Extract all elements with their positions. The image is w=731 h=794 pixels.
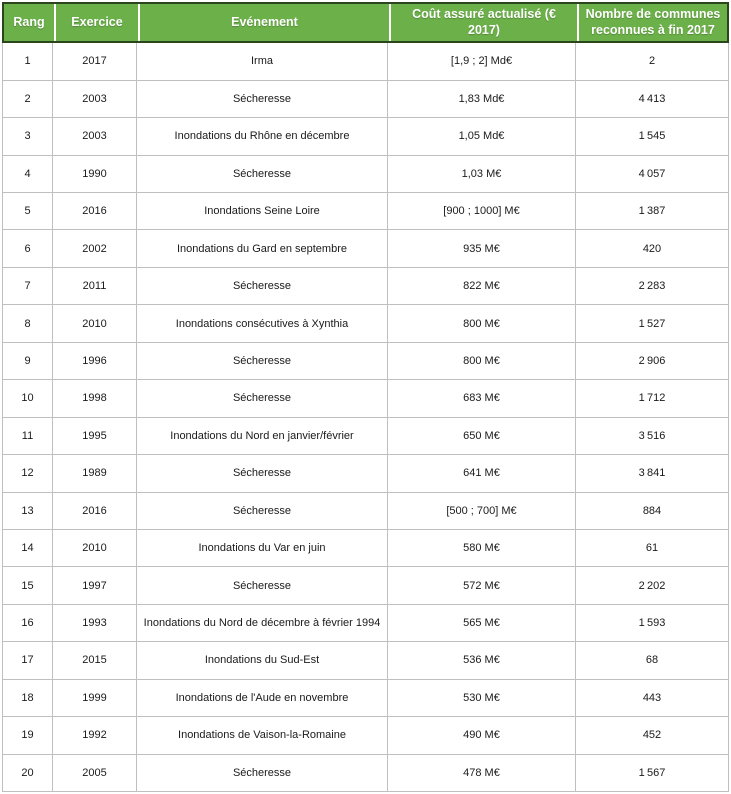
rank-cell: 14 xyxy=(3,530,53,567)
event-cell: Inondations de Vaison-la-Romaine xyxy=(137,717,388,754)
cost-cell: 1,03 M€ xyxy=(388,156,576,193)
column-header-rang: Rang xyxy=(13,14,45,29)
event-cell: Sécheresse xyxy=(137,493,388,530)
cost-cell: 1,83 Md€ xyxy=(388,81,576,118)
communes-cell: 1 567 xyxy=(576,755,728,792)
disaster-cost-table xyxy=(2,2,729,792)
communes-cell: 3 841 xyxy=(576,455,728,492)
event-cell: Sécheresse xyxy=(137,156,388,193)
column-header-exercice: Exercice xyxy=(54,4,138,41)
cost-cell: 800 M€ xyxy=(388,305,576,342)
year-cell: 1995 xyxy=(53,418,137,455)
communes-cell: 2 202 xyxy=(576,567,728,604)
rank-cell: 6 xyxy=(3,230,53,267)
rank-cell: 5 xyxy=(3,193,53,230)
cost-cell: 580 M€ xyxy=(388,530,576,567)
rank-cell: 17 xyxy=(3,642,53,679)
rank-cell: 11 xyxy=(3,418,53,455)
communes-cell: 2 283 xyxy=(576,268,728,305)
year-cell: 2015 xyxy=(53,642,137,679)
cost-cell: [500 ; 700] M€ xyxy=(388,493,576,530)
communes-cell: 884 xyxy=(576,493,728,530)
communes-cell: 1 712 xyxy=(576,380,728,417)
cost-cell: 478 M€ xyxy=(388,755,576,792)
event-cell: Inondations du Var en juin xyxy=(137,530,388,567)
rank-cell: 19 xyxy=(3,717,53,754)
year-cell: 1993 xyxy=(53,605,137,642)
rank-cell: 18 xyxy=(3,680,53,717)
year-cell: 1990 xyxy=(53,156,137,193)
rank-cell: 8 xyxy=(3,305,53,342)
year-cell: 2003 xyxy=(53,81,137,118)
rank-cell: 10 xyxy=(3,380,53,417)
cost-cell: 565 M€ xyxy=(388,605,576,642)
rank-cell: 1 xyxy=(3,43,53,80)
cost-cell: 530 M€ xyxy=(388,680,576,717)
event-cell: Sécheresse xyxy=(137,755,388,792)
communes-cell: 2 xyxy=(576,43,728,80)
year-cell: 2005 xyxy=(53,755,137,792)
event-cell: Inondations du Nord en janvier/février xyxy=(137,418,388,455)
event-cell: Inondations du Gard en septembre xyxy=(137,230,388,267)
cost-cell: 650 M€ xyxy=(388,418,576,455)
table-body xyxy=(2,43,729,792)
event-cell: Sécheresse xyxy=(137,380,388,417)
event-cell: Inondations de l'Aude en novembre xyxy=(137,680,388,717)
rank-cell: 15 xyxy=(3,567,53,604)
year-cell: 2002 xyxy=(53,230,137,267)
communes-cell: 452 xyxy=(576,717,728,754)
year-cell: 1989 xyxy=(53,455,137,492)
rank-cell: 2 xyxy=(3,81,53,118)
table-header-row xyxy=(2,2,729,43)
year-cell: 2011 xyxy=(53,268,137,305)
cost-cell: 935 M€ xyxy=(388,230,576,267)
rank-cell: 20 xyxy=(3,755,53,792)
rank-cell: 3 xyxy=(3,118,53,155)
cost-cell: 683 M€ xyxy=(388,380,576,417)
cost-cell: [1,9 ; 2] Md€ xyxy=(388,43,576,80)
communes-cell: 4 413 xyxy=(576,81,728,118)
communes-cell: 420 xyxy=(576,230,728,267)
rank-cell: 13 xyxy=(3,493,53,530)
rank-cell: 9 xyxy=(3,343,53,380)
cost-cell: 490 M€ xyxy=(388,717,576,754)
event-cell: Sécheresse xyxy=(137,567,388,604)
event-cell: Sécheresse xyxy=(137,343,388,380)
communes-cell: 68 xyxy=(576,642,728,679)
cost-cell: 572 M€ xyxy=(388,567,576,604)
year-cell: 2016 xyxy=(53,493,137,530)
cost-cell: 536 M€ xyxy=(388,642,576,679)
year-cell: 1998 xyxy=(53,380,137,417)
year-cell: 1999 xyxy=(53,680,137,717)
year-cell: 2003 xyxy=(53,118,137,155)
communes-cell: 61 xyxy=(576,530,728,567)
communes-cell: 443 xyxy=(576,680,728,717)
cost-cell: 1,05 Md€ xyxy=(388,118,576,155)
year-cell: 2017 xyxy=(53,43,137,80)
event-cell: Sécheresse xyxy=(137,268,388,305)
communes-cell: 4 057 xyxy=(576,156,728,193)
communes-cell: 3 516 xyxy=(576,418,728,455)
year-cell: 1996 xyxy=(53,343,137,380)
rank-cell: 4 xyxy=(3,156,53,193)
year-cell: 2010 xyxy=(53,305,137,342)
year-cell: 2016 xyxy=(53,193,137,230)
rank-cell: 7 xyxy=(3,268,53,305)
year-cell: 1992 xyxy=(53,717,137,754)
communes-cell: 1 545 xyxy=(576,118,728,155)
event-cell: Inondations consécutives à Xynthia xyxy=(137,305,388,342)
cost-cell: [900 ; 1000] M€ xyxy=(388,193,576,230)
cost-cell: 822 M€ xyxy=(388,268,576,305)
rank-cell: 12 xyxy=(3,455,53,492)
communes-cell: 2 906 xyxy=(576,343,728,380)
cost-cell: 800 M€ xyxy=(388,343,576,380)
communes-cell: 1 527 xyxy=(576,305,728,342)
event-cell: Inondations du Sud-Est xyxy=(137,642,388,679)
year-cell: 1997 xyxy=(53,567,137,604)
column-header-cout-assure: Coût assuré actualisé (€ 2017) xyxy=(389,4,577,41)
event-cell: Inondations du Nord de décembre à février 1994 xyxy=(137,605,388,642)
event-cell: Irma xyxy=(137,43,388,80)
column-header-evenement: Evénement xyxy=(138,4,389,41)
year-cell: 2010 xyxy=(53,530,137,567)
event-cell: Inondations Seine Loire xyxy=(137,193,388,230)
column-header-nombre-communes: Nombre de communes reconnues à fin 2017 xyxy=(577,4,727,41)
event-cell: Sécheresse xyxy=(137,81,388,118)
event-cell: Sécheresse xyxy=(137,455,388,492)
communes-cell: 1 387 xyxy=(576,193,728,230)
cost-cell: 641 M€ xyxy=(388,455,576,492)
event-cell: Inondations du Rhône en décembre xyxy=(137,118,388,155)
rank-cell: 16 xyxy=(3,605,53,642)
communes-cell: 1 593 xyxy=(576,605,728,642)
